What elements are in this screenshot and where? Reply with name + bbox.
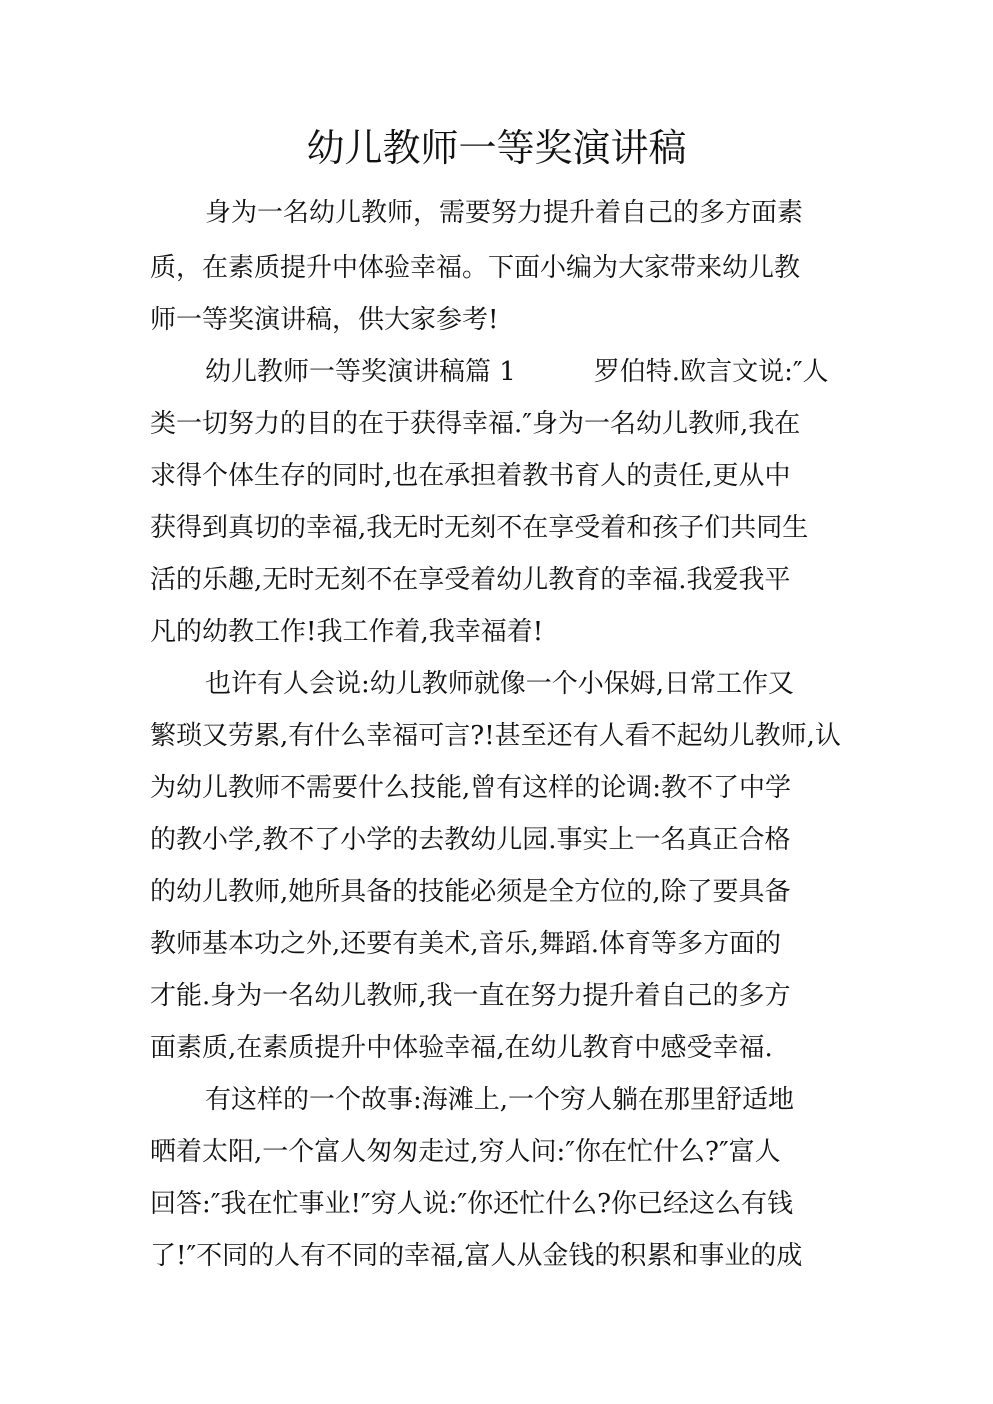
text-line: 幼儿教师一等奖演讲稿篇 1 罗伯特.欧言文说:″人 bbox=[205, 357, 829, 387]
text-line: 活的乐趣,无时无刻不在享受着幼儿教育的幸福.我爱我平 bbox=[150, 565, 791, 595]
page-title: 幼儿教师一等奖演讲稿 bbox=[306, 126, 687, 170]
text-line: 身为一名幼儿教师，需要努力提升着自己的多方面素 bbox=[205, 198, 804, 228]
text-line: 求得个体生存的同时,也在承担着教书育人的责任,更从中 bbox=[150, 461, 791, 491]
text-line: 回答:″我在忙事业!″穷人说:″你还忙什么?你已经这么有钱 bbox=[150, 1189, 794, 1219]
text-line: 的教小学,教不了小学的去教幼儿园.事实上一名真正合格 bbox=[150, 825, 791, 855]
text-line: 晒着太阳,一个富人匆匆走过,穷人问:″你在忙什么?″富人 bbox=[150, 1137, 781, 1167]
text-line: 面素质,在素质提升中体验幸福,在幼儿教育中感受幸福. bbox=[150, 1033, 773, 1063]
text-line: 质，在素质提升中体验幸福。下面小编为大家带来幼儿教 bbox=[150, 253, 801, 283]
text-line: 凡的幼教工作!我工作着,我幸福着! bbox=[150, 617, 544, 647]
text-line: 了!″不同的人有不同的幸福,富人从金钱的积累和事业的成 bbox=[150, 1241, 803, 1271]
text-line: 获得到真切的幸福,我无时无刻不在享受着和孩子们共同生 bbox=[150, 513, 809, 543]
text-line: 师一等奖演讲稿，供大家参考! bbox=[150, 305, 499, 335]
text-line: 为幼儿教师不需要什么技能,曾有这样的论调:教不了中学 bbox=[150, 773, 792, 803]
text-line: 的幼儿教师,她所具备的技能必须是全方位的,除了要具备 bbox=[150, 877, 791, 907]
text-line: 繁琐又劳累,有什么幸福可言?!甚至还有人看不起幼儿教师,认 bbox=[150, 721, 841, 751]
text-line: 才能.身为一名幼儿教师,我一直在努力提升着自己的多方 bbox=[150, 981, 791, 1011]
text-line: 也许有人会说:幼儿教师就像一个小保姆,日常工作又 bbox=[205, 669, 795, 699]
text-line: 教师基本功之外,还要有美术,音乐,舞蹈.体育等多方面的 bbox=[150, 929, 782, 959]
text-line: 有这样的一个故事:海滩上,一个穷人躺在那里舒适地 bbox=[205, 1085, 795, 1115]
text-line: 类一切努力的目的在于获得幸福.″身为一名幼儿教师,我在 bbox=[150, 409, 801, 439]
